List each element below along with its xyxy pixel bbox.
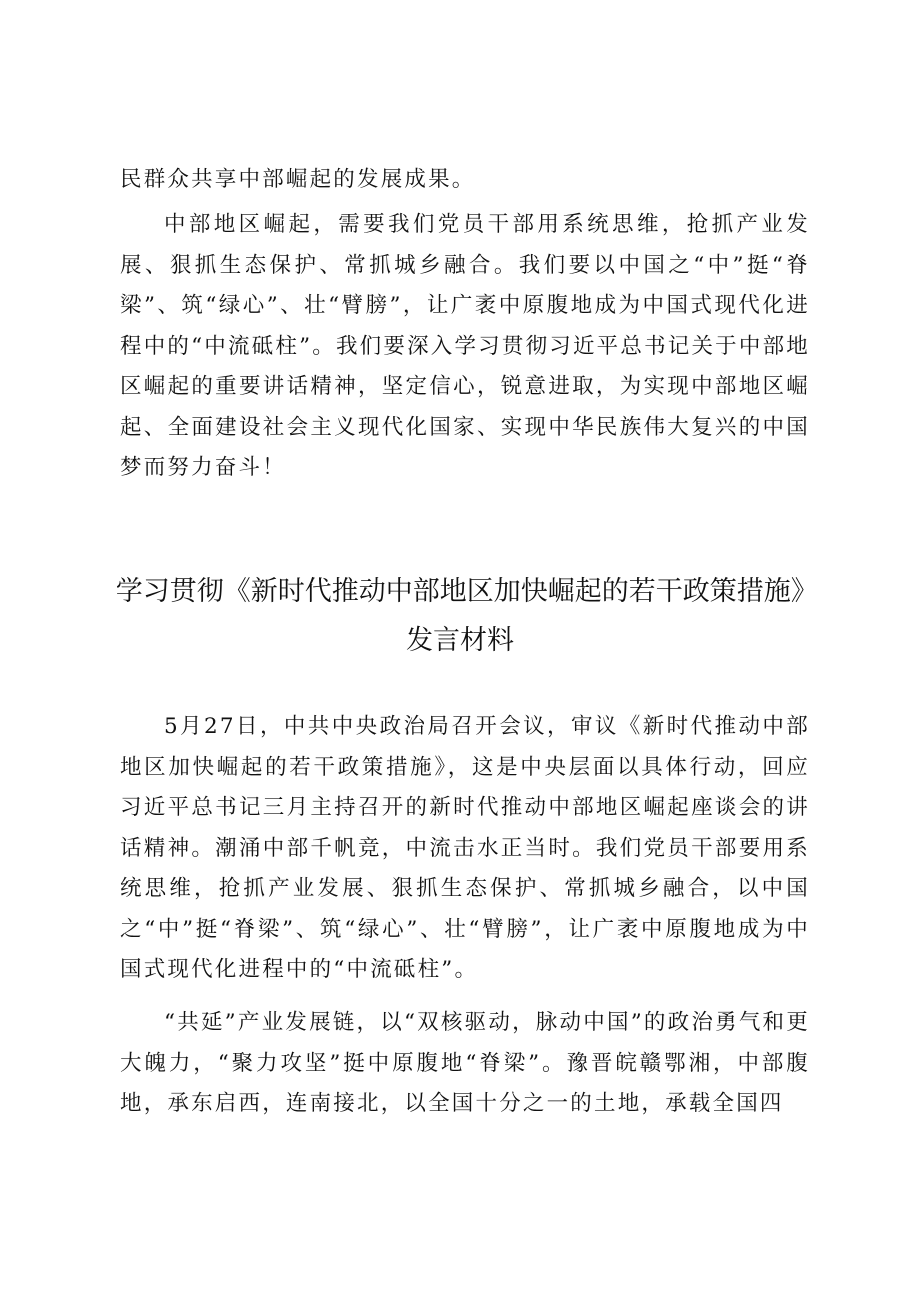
paragraph-industry-chain: “共延”产业发展链，以“双核驱动，脉动中国”的政治勇气和更大魄力，“聚力攻坚”挺中原腹地“脊梁”。豫晋皖赣鄂湘，中部腹地，承东启西，连南接北，以全国十分之一的土地，承载全国四 (120, 1010, 810, 1116)
paragraph-conclusion: 中部地区崛起，需要我们党员干部用系统思维，抢抓产业发展、狠抓生态保护、常抓城乡融合。我们要以中国之“中”挺“脊梁”、筑“绿心”、壮“臂膀”，让广袤中原腹地成为中国式现代化进程中的“中流砥柱”。我们要深入学习贯彻习近平总书记关于中部地区崛起的重要讲话精神，坚定信心，锐意进取，为实现中部地区崛起、全面建设社会主义现代化国家、实现中华民族伟大复兴的中国梦而努力奋斗！ (120, 212, 810, 480)
page-title: 学习贯彻《新时代推动中部地区加快崛起的若干政策措施》发言材料 (115, 576, 805, 656)
paragraph-intro: 5月27日，中共中央政治局召开会议，审议《新时代推动中部地区加快崛起的若干政策措施》，这是中央层面以具体行动，回应习近平总书记三月主持召开的新时代推动中部地区崛起座谈会的讲话精神。潮涌中部千帆竞，中流击水正当时。我们党员干部要用系统思维，抢抓产业发展、狠抓生态保护、常抓城乡融合，以中国之“中”挺“脊梁”、筑“绿心”、壮“臂膀”，让广袤中原腹地成为中国式现代化进程中的“中流砥柱”。 (120, 714, 810, 982)
paragraph-continued: 民群众共享中部崛起的发展成果。 (120, 167, 476, 192)
